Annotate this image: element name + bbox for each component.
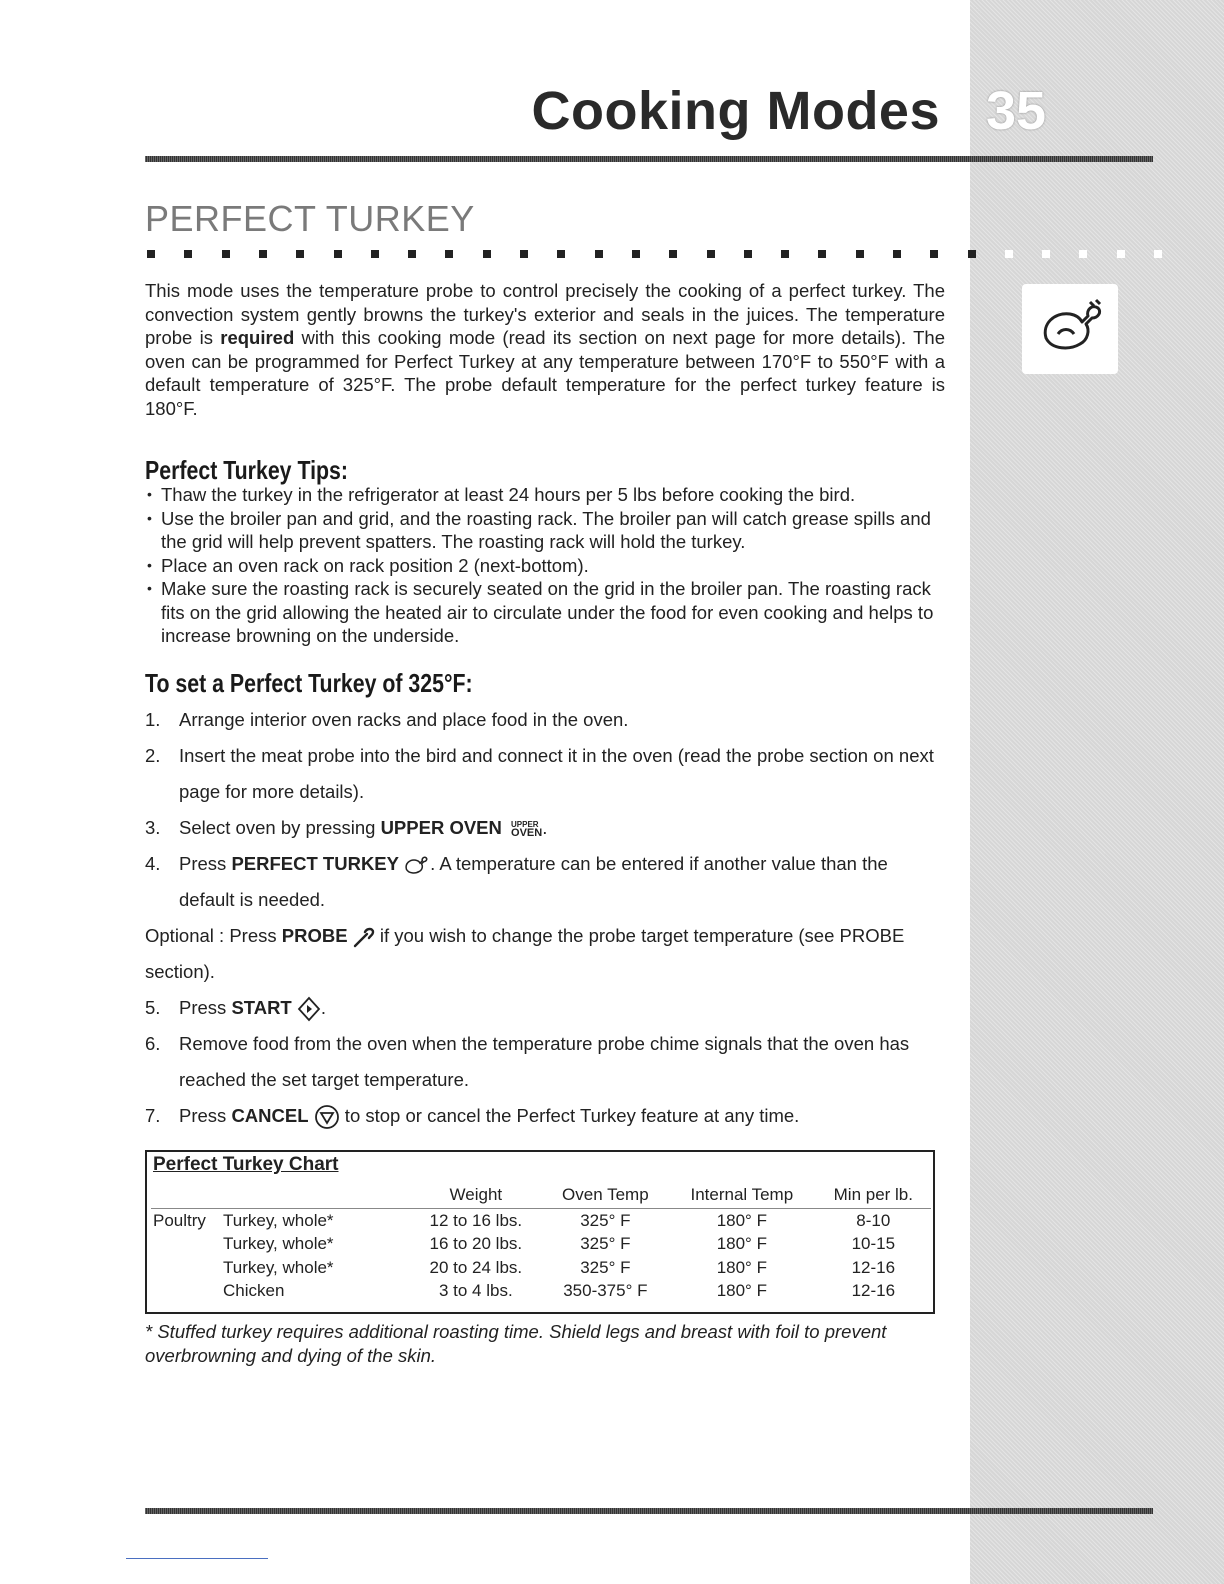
divider-dot bbox=[334, 250, 342, 258]
step-6 bbox=[145, 1026, 945, 1098]
step-text-end: . bbox=[542, 817, 548, 838]
step-text: Optional : Press bbox=[145, 925, 282, 946]
perfect-turkey-chart bbox=[145, 1150, 935, 1314]
step-number: 5. bbox=[145, 997, 161, 1018]
list-item: • Place an oven rack on rack position 2 (next-bottom). bbox=[145, 554, 945, 578]
divider-dot bbox=[520, 250, 528, 258]
table-cell: 180° F bbox=[716, 1257, 767, 1277]
table-cell: 8-10 bbox=[856, 1210, 891, 1230]
table-cell: Turkey, whole* bbox=[223, 1257, 334, 1277]
step-optional bbox=[145, 918, 945, 990]
table-row bbox=[151, 1256, 931, 1280]
list-item: • Thaw the turkey in the refrigerator at least 24 hours per 5 lbs before cooking the bird. bbox=[145, 483, 945, 507]
column-header bbox=[221, 1182, 409, 1209]
table-cell: 180° F bbox=[716, 1210, 767, 1230]
intro-text-1: This mode uses the temperature probe to control precisely the cooking of a perfect turkey. The convection system gently browns the turkey's exterior and seals in the juices. The temperature probe is bbox=[145, 280, 945, 348]
step-number: 4. bbox=[145, 853, 161, 874]
divider-dot bbox=[669, 250, 677, 258]
perfect-turkey-label: PERFECT TURKEY bbox=[231, 853, 399, 874]
table-cell: 12-16 bbox=[851, 1257, 896, 1277]
table-cell bbox=[151, 1233, 221, 1257]
step-text-end: if you wish to change the probe target temperature (see PROBE section). bbox=[145, 925, 905, 982]
column-header bbox=[151, 1182, 221, 1209]
step-number: 2. bbox=[145, 745, 161, 766]
step-text: Insert the meat probe into the bird and connect it in the oven (read the probe section on next page for more details). bbox=[179, 745, 934, 802]
start-label: START bbox=[231, 997, 292, 1018]
table-cell: 10-15 bbox=[851, 1234, 896, 1254]
step-text: Press bbox=[179, 853, 232, 874]
step-text: Press bbox=[179, 997, 232, 1018]
divider-dot bbox=[818, 250, 826, 258]
divider-dot bbox=[1005, 250, 1013, 258]
table-cell: Turkey, whole* bbox=[223, 1210, 334, 1230]
chart-table bbox=[151, 1182, 931, 1303]
turkey-icon bbox=[404, 854, 430, 876]
divider-dot bbox=[1154, 250, 1162, 258]
turkey-icon bbox=[1036, 294, 1104, 362]
footer-rule bbox=[145, 1508, 1153, 1514]
side-strip bbox=[970, 0, 1224, 1584]
step-1 bbox=[145, 702, 945, 738]
steps-list bbox=[145, 702, 945, 1134]
step-4 bbox=[145, 846, 945, 918]
divider-dot bbox=[371, 250, 379, 258]
divider-dot bbox=[147, 250, 155, 258]
divider-dot bbox=[893, 250, 901, 258]
page-number: 35 bbox=[986, 81, 1047, 141]
divider-dot bbox=[856, 250, 864, 258]
page-header-title: Cooking Modes bbox=[531, 81, 940, 141]
table-cell: 3 to 4 lbs. bbox=[438, 1281, 513, 1301]
upper-oven-label: UPPER OVEN bbox=[380, 817, 502, 838]
cancel-icon bbox=[314, 1104, 340, 1130]
table-cell: 12-16 bbox=[851, 1281, 896, 1301]
setting-heading: To set a Perfect Turkey of 325°F: bbox=[145, 668, 473, 698]
table-cell bbox=[151, 1280, 221, 1304]
table-cell: Poultry bbox=[153, 1210, 206, 1230]
divider-dot bbox=[1117, 250, 1125, 258]
upper-oven-icon-bottom: OVEN bbox=[511, 827, 543, 840]
step-text-end: . A temperature can be entered if another value than the default is needed. bbox=[179, 853, 888, 910]
step-5 bbox=[145, 990, 945, 1026]
step-text-end: . bbox=[320, 997, 327, 1018]
tips-heading: Perfect Turkey Tips: bbox=[145, 455, 349, 485]
divider-dot bbox=[595, 250, 603, 258]
table-row bbox=[151, 1280, 931, 1304]
step-text: Select oven by pressing bbox=[179, 817, 381, 838]
step-text: Arrange interior oven racks and place food in the oven. bbox=[179, 709, 629, 730]
divider-dot bbox=[445, 250, 453, 258]
chart-title: Perfect Turkey Chart bbox=[153, 1154, 339, 1175]
intro-text-2: with this cooking mode (read its section on next page for more details). The oven can be programmed for Perfect Turkey at any temperature between 170°F to 550°F with a default temperature of 325°F. The probe default temperature for the perfect turkey feature is 180°F. bbox=[145, 327, 945, 419]
divider-dot bbox=[483, 250, 491, 258]
start-icon bbox=[297, 996, 321, 1022]
upper-oven-icon-top: UPPER bbox=[511, 820, 539, 830]
step-2 bbox=[145, 738, 945, 810]
table-cell: 180° F bbox=[716, 1281, 767, 1301]
step-number: 3. bbox=[145, 817, 161, 838]
table-cell bbox=[151, 1256, 221, 1280]
step-text: Press bbox=[179, 1105, 232, 1126]
table-cell: 325° F bbox=[580, 1234, 631, 1254]
step-number: 6. bbox=[145, 1033, 161, 1054]
step-text: Remove food from the oven when the temperature probe chime signals that the oven has reached the set target temperature. bbox=[179, 1033, 910, 1090]
column-header: Min per lb. bbox=[816, 1182, 931, 1209]
dotted-divider bbox=[147, 250, 1157, 258]
table-cell: 16 to 20 lbs. bbox=[429, 1234, 523, 1254]
intro-required: required bbox=[220, 327, 295, 348]
table-cell: 325° F bbox=[580, 1210, 631, 1230]
side-turkey-icon-box bbox=[1022, 284, 1118, 374]
cancel-label: CANCEL bbox=[231, 1105, 309, 1126]
footnote: * Stuffed turkey requires additional roasting time. Shield legs and breast with foil to prevent overbrowning and dying of the skin. bbox=[145, 1321, 887, 1366]
upper-oven-icon bbox=[511, 820, 542, 838]
list-item: • Use the broiler pan and grid, and the roasting rack. The broiler pan will catch grease spills and the grid will help prevent spatters. The roasting rack will hold the turkey. bbox=[145, 507, 945, 554]
divider-dot bbox=[1079, 250, 1087, 258]
table-cell: Chicken bbox=[223, 1281, 285, 1301]
header-rule bbox=[145, 156, 1153, 162]
step-7 bbox=[145, 1098, 945, 1134]
divider-dot bbox=[408, 250, 416, 258]
table-row bbox=[151, 1209, 931, 1233]
probe-label: PROBE bbox=[281, 925, 348, 946]
divider-dot bbox=[744, 250, 752, 258]
divider-dot bbox=[632, 250, 640, 258]
table-header-row bbox=[151, 1182, 931, 1209]
column-header: Internal Temp bbox=[668, 1182, 816, 1209]
table-cell: 12 to 16 lbs. bbox=[429, 1210, 523, 1230]
step-3 bbox=[145, 810, 945, 846]
table-cell: 20 to 24 lbs. bbox=[429, 1257, 523, 1277]
divider-dot bbox=[968, 250, 976, 258]
section-title: PERFECT TURKEY bbox=[145, 198, 475, 239]
tips-list bbox=[145, 483, 945, 648]
list-item: • Make sure the roasting rack is securely seated on the grid in the broiler pan. The roasting rack fits on the grid allowing the heated air to circulate under the food for even cooking and helps to increase browning on the underside. bbox=[145, 577, 945, 648]
divider-dot bbox=[781, 250, 789, 258]
divider-dot bbox=[1042, 250, 1050, 258]
divider-dot bbox=[557, 250, 565, 258]
column-header: Weight bbox=[409, 1182, 543, 1209]
divider-dot bbox=[930, 250, 938, 258]
divider-dot bbox=[259, 250, 267, 258]
divider-dot bbox=[222, 250, 230, 258]
table-cell: Turkey, whole* bbox=[223, 1234, 334, 1254]
column-header: Oven Temp bbox=[543, 1182, 668, 1209]
table-cell: 325° F bbox=[580, 1257, 631, 1277]
table-cell: 350-375° F bbox=[563, 1281, 648, 1301]
divider-dot bbox=[707, 250, 715, 258]
table-cell: 180° F bbox=[716, 1234, 767, 1254]
table-row bbox=[151, 1233, 931, 1257]
step-number: 1. bbox=[145, 709, 161, 730]
step-number: 7. bbox=[145, 1105, 161, 1126]
footer-link-line bbox=[126, 1558, 268, 1559]
divider-dot bbox=[296, 250, 304, 258]
probe-icon bbox=[353, 926, 375, 948]
intro-paragraph bbox=[145, 279, 945, 420]
step-text-end: to stop or cancel the Perfect Turkey feature at any time. bbox=[339, 1105, 800, 1126]
divider-dot bbox=[184, 250, 192, 258]
